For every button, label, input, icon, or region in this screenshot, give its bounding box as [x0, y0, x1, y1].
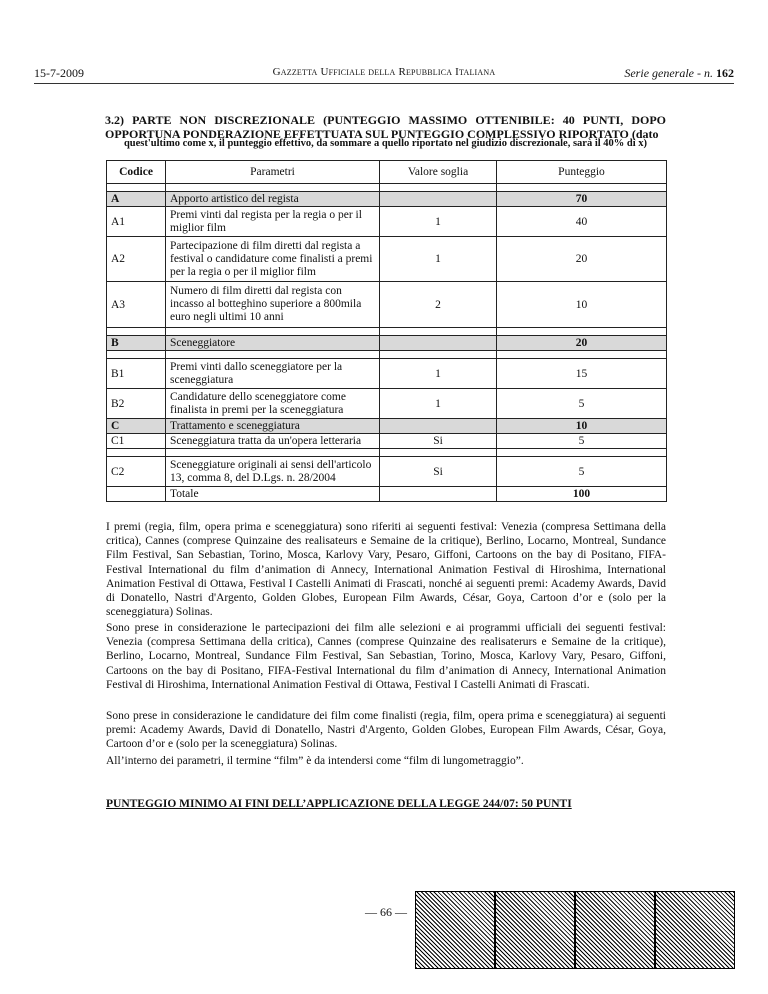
paragraph-prizes: I premi (regia, film, opera prima e sceneggiatura) sono riferiti ai seguenti festival: Venezia (compresa Settimana della critica), Cannes (comprese Quinzaine des realisateurs e Semaine de la critique), Berlino, Locarno, Montreal, Sundance Film Festival, San Sebastian, Torino, Mosca, Karlovy Vary, Pesaro, Giffoni, Cartoons on the bay di Positano, FIFA-Festival International du film d’animation di Annecy, International Animation Festival di Hiroshima, International Animation Festival di Ottawa, Festival I Castelli Animati di Frascati, nonché ai seguenti premi: Academy Awards, David di Donatello, Nastri d'Argento, Golden Globes, European Film Awards, César, Goya, Cartoon d’or e (solo per la sceneggiatura) Solinas.: [106, 521, 666, 619]
table-row: [107, 192, 667, 207]
row-code: C2: [107, 457, 166, 487]
row-threshold: Si: [380, 457, 497, 487]
row-threshold: 1: [380, 389, 497, 419]
row-param: Premi vinti dallo sceneggiatore per la sceneggiatura: [166, 359, 380, 389]
row-code: B: [107, 336, 166, 351]
row-score: 20: [497, 336, 667, 351]
total-empty-cell: [380, 487, 497, 502]
table-row: [107, 419, 667, 434]
header-date: 15-7-2009: [34, 66, 84, 80]
row-param: Numero di film diretti dal regista con incasso al botteghino superiore a 800mila euro negli ultimi 10 anni: [166, 282, 380, 328]
row-code: C1: [107, 434, 166, 449]
table-header-row: [107, 161, 667, 184]
row-score: 5: [497, 434, 667, 449]
table-row: [107, 336, 667, 351]
table-spacer: [107, 184, 667, 192]
row-param: Premi vinti dal regista per la regia o per il miglior film: [166, 207, 380, 237]
barcode-block: [415, 891, 495, 969]
row-code: B1: [107, 359, 166, 389]
paragraph-participations: Sono prese in considerazione le partecipazioni dei film alle selezioni e ai programmi ufficiali dei seguenti festival: Venezia (compresa Settimana della critica), Cannes (comprese Quinzaine des realisaterurs e Semaine de la critique), Berlino, Locarno, Montreal, Sundance Film Festival, San Sebastian, Torino, Mosca, Karlovy Vary, Pesaro, Giffoni, Cartoons on the bay di Positano, FIFA-Festival International du film d’animation di Annecy, International Animation Festival di Hiroshima, International Animation Festival di Ottawa, Festival I Castelli Animati di Frascati.: [106, 622, 666, 691]
row-threshold: Si: [380, 434, 497, 449]
row-param: Partecipazione di film diretti dal regista a festival o candidature come finalisti a premi per la regia o per il miglior film: [166, 237, 380, 282]
page-header: [34, 66, 734, 82]
total-empty-cell: [107, 487, 166, 502]
row-score: 40: [497, 207, 667, 237]
table-row: [107, 434, 667, 449]
row-score: 5: [497, 457, 667, 487]
table-row: [107, 207, 667, 237]
total-value: 100: [497, 487, 667, 502]
section-subtitle: quest'ultimo come x, il punteggio effettivo, da sommare a quello riportato nel giudizio discrezionale, sarà il 40% di x): [123, 138, 648, 149]
row-score: 5: [497, 389, 667, 419]
row-param: Sceneggiatore: [166, 336, 380, 351]
row-threshold: 2: [380, 282, 497, 328]
barcode-block: [575, 891, 655, 969]
row-param: Trattamento e sceneggiatura: [166, 419, 380, 434]
header-punteggio: Punteggio: [497, 161, 667, 184]
total-label: Totale: [166, 487, 380, 502]
row-param: Sceneggiature originali ai sensi dell'articolo 13, comma 8, del D.Lgs. n. 28/2004: [166, 457, 380, 487]
table-row: [107, 282, 667, 328]
row-threshold: 1: [380, 359, 497, 389]
barcode-block: [655, 891, 735, 969]
row-score: 15: [497, 359, 667, 389]
row-code: C: [107, 419, 166, 434]
table-spacer: [107, 351, 667, 359]
header-rule: [34, 83, 734, 84]
barcode-block: [495, 891, 575, 969]
barcode-image: [415, 891, 735, 967]
row-threshold: 1: [380, 237, 497, 282]
paragraph-film-definition: All’interno dei parametri, il termine “film” è da intendersi come “film di lungometraggio”.: [106, 755, 524, 767]
paragraph-candidatures: Sono prese in considerazione le candidature dei film come finalisti (regia, film, opera prima e sceneggiatura) ai seguenti premi: Academy Awards, David di Donatello, Nastri d'Argento, Golden Globes, European Film Awards, César, Goya, Cartoon d’or e (solo per la sceneggiatura) Solinas.: [106, 710, 666, 751]
header-series-number: 162: [716, 66, 734, 80]
minimum-score-title: PUNTEGGIO MINIMO AI FINI DELL’APPLICAZIONE DELLA LEGGE 244/07: 50 PUNTI: [106, 798, 572, 810]
table-row: [107, 389, 667, 419]
header-codice: Codice: [107, 161, 166, 184]
row-threshold: [380, 419, 497, 434]
table-row: [107, 359, 667, 389]
row-code: A2: [107, 237, 166, 282]
row-score: 10: [497, 419, 667, 434]
header-series-label: Serie generale - n.: [624, 66, 713, 80]
row-param: Candidature dello sceneggiatore come finalista in premi per la sceneggiatura: [166, 389, 380, 419]
header-parametri: Parametri: [166, 161, 380, 184]
score-table: [106, 160, 667, 502]
row-param: Apporto artistico del regista: [166, 192, 380, 207]
table-spacer: [107, 328, 667, 336]
header-series: [624, 66, 734, 81]
row-param: Sceneggiatura tratta da un'opera letteraria: [166, 434, 380, 449]
row-threshold: [380, 192, 497, 207]
page-number: — 66 —: [365, 905, 407, 919]
row-code: A: [107, 192, 166, 207]
row-score: 10: [497, 282, 667, 328]
section-title: 3.2) PARTE NON DISCREZIONALE (PUNTEGGIO MASSIMO OTTENIBILE: 40 PUNTI, DOPO OPPORTUNA PONDERAZIONE EFFETTUATA SUL PUNTEGGIO COMPLESSIVO RIPORTATO (dato: [105, 113, 666, 141]
row-score: 20: [497, 237, 667, 282]
table-spacer: [107, 449, 667, 457]
row-code: A1: [107, 207, 166, 237]
header-gazette-title: Gazzetta Ufficiale della Repubblica Italiana: [272, 66, 496, 78]
row-score: 70: [497, 192, 667, 207]
table-row: [107, 457, 667, 487]
row-threshold: [380, 336, 497, 351]
table-row: [107, 237, 667, 282]
header-valore-soglia: Valore soglia: [380, 161, 497, 184]
row-threshold: 1: [380, 207, 497, 237]
row-code: B2: [107, 389, 166, 419]
table-total-row: [107, 487, 667, 502]
row-code: A3: [107, 282, 166, 328]
